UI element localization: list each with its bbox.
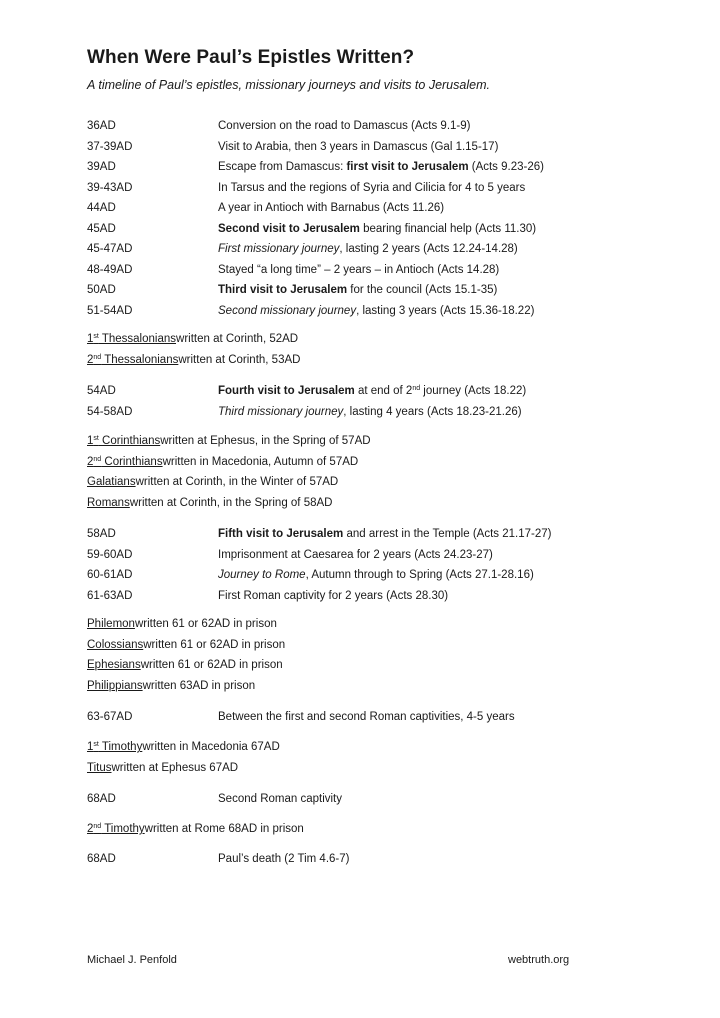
epistle-name: [87, 333, 176, 345]
epistle-title: Galatians: [87, 476, 136, 489]
timeline-row: [87, 402, 647, 423]
epistles-group-4: [87, 737, 647, 778]
epistle-title: Thessalonians: [101, 353, 179, 366]
event-text: , lasting 3 years (Acts 15.36-18.22): [356, 304, 535, 317]
epistle-title: Titus: [87, 761, 112, 774]
timeline-event: [218, 284, 647, 296]
event-text: , lasting 4 years (Acts 18.23-21.26): [343, 405, 522, 418]
epistle-line: [87, 472, 647, 493]
timeline-row: [87, 524, 647, 545]
timeline-event: [218, 202, 647, 214]
timeline-date: 61-63AD: [87, 589, 133, 602]
epistle-title: Timothy: [101, 823, 145, 836]
timeline-date: 45AD: [87, 222, 116, 235]
event-highlight: Fourth visit to Jerusalem: [218, 385, 355, 398]
timeline-event: [218, 590, 647, 602]
epistle-line: [87, 676, 647, 697]
timeline-row: [87, 381, 647, 402]
epistle-title: Philemon: [87, 618, 135, 631]
timeline-date: 59-60AD: [87, 548, 133, 561]
event-text: Second Roman captivity: [218, 793, 343, 806]
timeline-row: [87, 116, 647, 137]
epistle-number: 1: [87, 333, 94, 346]
epistle-line: [87, 758, 647, 779]
timeline-row: [87, 280, 647, 301]
timeline-event: [218, 385, 647, 397]
epistle-line: [87, 431, 647, 452]
epistle-title: Ephesians: [87, 659, 141, 672]
event-text: Conversion on the road to Damascus (Acts 9.1-9): [218, 120, 471, 133]
epistle-details: written at Ephesus 67AD: [111, 761, 239, 774]
timeline-event: [218, 853, 647, 865]
epistle-details: written 63AD in prison: [142, 680, 256, 693]
timeline-date: 68AD: [87, 853, 116, 866]
timeline-date: 63-67AD: [87, 711, 133, 724]
event-text: bearing financial help (Acts 11.30): [359, 222, 537, 235]
timeline-event: [218, 528, 647, 540]
event-journey: Third missionary journey: [218, 405, 344, 418]
timeline-event: [218, 182, 647, 194]
timeline-date: 51-54AD: [87, 304, 133, 317]
timeline-date: 54AD: [87, 385, 116, 398]
footer-site: webtruth.org: [508, 954, 570, 966]
timeline-event: [218, 120, 647, 132]
epistles-group-1: [87, 329, 647, 370]
event-highlight: Fifth visit to Jerusalem: [218, 528, 344, 541]
epistle-number: 1: [87, 435, 94, 448]
event-text: (Acts 9.23-26): [468, 161, 544, 174]
epistle-name: [87, 762, 112, 774]
timeline-row: [87, 219, 647, 240]
event-text: Visit to Arabia, then 3 years in Damascus (Gal 1.15-17): [218, 140, 499, 153]
timeline-block-6: [87, 849, 647, 870]
timeline-block-1: [87, 116, 647, 321]
timeline-row: [87, 301, 647, 322]
timeline-event: [218, 549, 647, 561]
timeline-row: [87, 137, 647, 158]
timeline-event: [218, 223, 647, 235]
timeline-row: [87, 849, 647, 870]
epistle-name: [87, 823, 145, 835]
page-title: When Were Paul’s Epistles Written?: [87, 47, 415, 68]
timeline-row: [87, 707, 647, 728]
event-text: Escape from Damascus:: [218, 161, 347, 174]
timeline-date: 68AD: [87, 793, 116, 806]
event-text: journey (Acts 18.22): [420, 385, 527, 398]
timeline-date: 39AD: [87, 161, 116, 174]
timeline-event: [218, 141, 647, 153]
epistle-name: [87, 354, 178, 366]
event-text: Imprisonment at Caesarea for 2 years (Acts 24.23-27): [218, 548, 493, 561]
epistle-name: [87, 456, 163, 468]
event-journey: First missionary journey: [218, 243, 340, 256]
epistle-details: written at Corinth, in the Spring of 58AD: [129, 497, 333, 510]
epistle-line: [87, 493, 647, 514]
epistle-line: [87, 350, 647, 371]
epistle-title: Corinthians: [98, 435, 161, 448]
event-text: In Tarsus and the regions of Syria and Cilicia for 4 to 5 years: [218, 181, 526, 194]
timeline-event: [218, 161, 647, 173]
timeline-row: [87, 586, 647, 607]
event-highlight: Third visit to Jerusalem: [218, 284, 348, 297]
timeline-row: [87, 157, 647, 178]
timeline-row: [87, 178, 647, 199]
epistle-name: [87, 618, 135, 630]
timeline-date: 45-47AD: [87, 243, 133, 256]
event-journey: Second missionary journey: [218, 304, 357, 317]
timeline-block-5: [87, 789, 647, 810]
epistle-line: [87, 655, 647, 676]
timeline-event: [218, 711, 647, 723]
epistle-title: Thessalonians: [98, 333, 177, 346]
ordinal-suffix: st: [93, 741, 99, 749]
event-text: , lasting 2 years (Acts 12.24-14.28): [339, 243, 518, 256]
epistles-group-2: [87, 431, 647, 513]
timeline-row: [87, 198, 647, 219]
epistle-details: written 61 or 62AD in prison: [143, 638, 286, 651]
ordinal-suffix: nd: [412, 385, 421, 393]
event-text: , Autumn through to Spring (Acts 27.1-28.16): [305, 569, 534, 582]
ordinal-suffix: st: [93, 435, 99, 443]
timeline-date: 54-58AD: [87, 405, 133, 418]
epistle-name: [87, 741, 142, 753]
epistle-line: [87, 635, 647, 656]
epistle-line: [87, 819, 647, 840]
event-highlight: Second visit to Jerusalem: [218, 222, 360, 235]
event-text: First Roman captivity for 2 years (Acts 28.30): [218, 589, 449, 602]
timeline-date: 60-61AD: [87, 569, 133, 582]
epistle-title: Colossians: [87, 638, 144, 651]
ordinal-suffix: nd: [93, 823, 102, 831]
epistle-name: [87, 680, 143, 692]
timeline-row: [87, 545, 647, 566]
timeline-event: [218, 305, 647, 317]
ordinal-suffix: st: [93, 333, 99, 341]
ordinal-suffix: nd: [93, 455, 102, 463]
epistle-number: 2: [87, 823, 94, 836]
timeline-date: 39-43AD: [87, 181, 133, 194]
epistle-details: written at Corinth, 53AD: [178, 353, 301, 366]
timeline-row: [87, 239, 647, 260]
epistle-details: written at Ephesus, in the Spring of 57AD: [160, 435, 371, 448]
epistle-details: written in Macedonia, Autumn of 57AD: [162, 455, 359, 468]
epistles-group-5: [87, 819, 647, 840]
epistle-title: Corinthians: [101, 455, 163, 468]
epistle-details: written 61 or 62AD in prison: [134, 618, 277, 631]
epistle-details: written in Macedonia 67AD: [142, 741, 280, 754]
timeline-row: [87, 565, 647, 586]
epistle-name: [87, 639, 143, 651]
event-text: Paul’s death (2 Tim 4.6-7): [218, 853, 350, 866]
epistle-number: 2: [87, 353, 94, 366]
timeline-date: 48-49AD: [87, 263, 133, 276]
event-text: for the council (Acts 15.1-35): [347, 284, 498, 297]
epistle-details: written at Corinth, in the Winter of 57AD: [135, 476, 339, 489]
epistle-name: [87, 659, 141, 671]
timeline-row: [87, 789, 647, 810]
event-text: A year in Antioch with Barnabus (Acts 11.26): [218, 202, 445, 215]
epistle-details: written at Corinth, 52AD: [176, 333, 299, 346]
epistle-name: [87, 497, 130, 509]
epistle-line: [87, 452, 647, 473]
timeline-date: 37-39AD: [87, 140, 133, 153]
epistle-title: Romans: [87, 497, 130, 510]
timeline-date: 50AD: [87, 284, 116, 297]
timeline-event: [218, 793, 647, 805]
event-text: and arrest in the Temple (Acts 21.17-27): [343, 528, 552, 541]
epistle-line: [87, 614, 647, 635]
epistle-name: [87, 476, 136, 488]
epistle-line: [87, 329, 647, 350]
footer-author: Michael J. Penfold: [87, 954, 177, 966]
epistle-number: 1: [87, 741, 94, 754]
timeline-event: [218, 406, 647, 418]
timeline-event: [218, 569, 647, 581]
timeline-block-2: [87, 381, 647, 422]
epistle-name: [87, 435, 160, 447]
epistle-line: [87, 737, 647, 758]
epistles-group-3: [87, 614, 647, 696]
epistle-details: written at Rome 68AD in prison: [144, 823, 304, 836]
ordinal-suffix: nd: [93, 353, 102, 361]
epistle-details: written 61 or 62AD in prison: [140, 659, 283, 672]
timeline-date: 36AD: [87, 120, 116, 133]
epistle-title: Philippians: [87, 680, 143, 693]
timeline-event: [218, 264, 647, 276]
event-journey: Journey to Rome: [218, 569, 306, 582]
timeline-date: 58AD: [87, 528, 116, 541]
event-text: Stayed “a long time” – 2 years – in Antioch (Acts 14.28): [218, 263, 500, 276]
timeline-block-3: [87, 524, 647, 606]
timeline-row: [87, 260, 647, 281]
epistle-title: Timothy: [98, 741, 143, 754]
timeline-block-4: [87, 707, 647, 728]
epistle-number: 2: [87, 455, 94, 468]
event-text: Between the first and second Roman captivities, 4-5 years: [218, 711, 515, 724]
event-text: at end of 2: [354, 385, 413, 398]
page-subtitle: A timeline of Paul’s epistles, missionary journeys and visits to Jerusalem.: [87, 78, 490, 92]
timeline-event: [218, 243, 647, 255]
timeline-date: 44AD: [87, 202, 116, 215]
event-highlight: first visit to Jerusalem: [346, 161, 469, 174]
